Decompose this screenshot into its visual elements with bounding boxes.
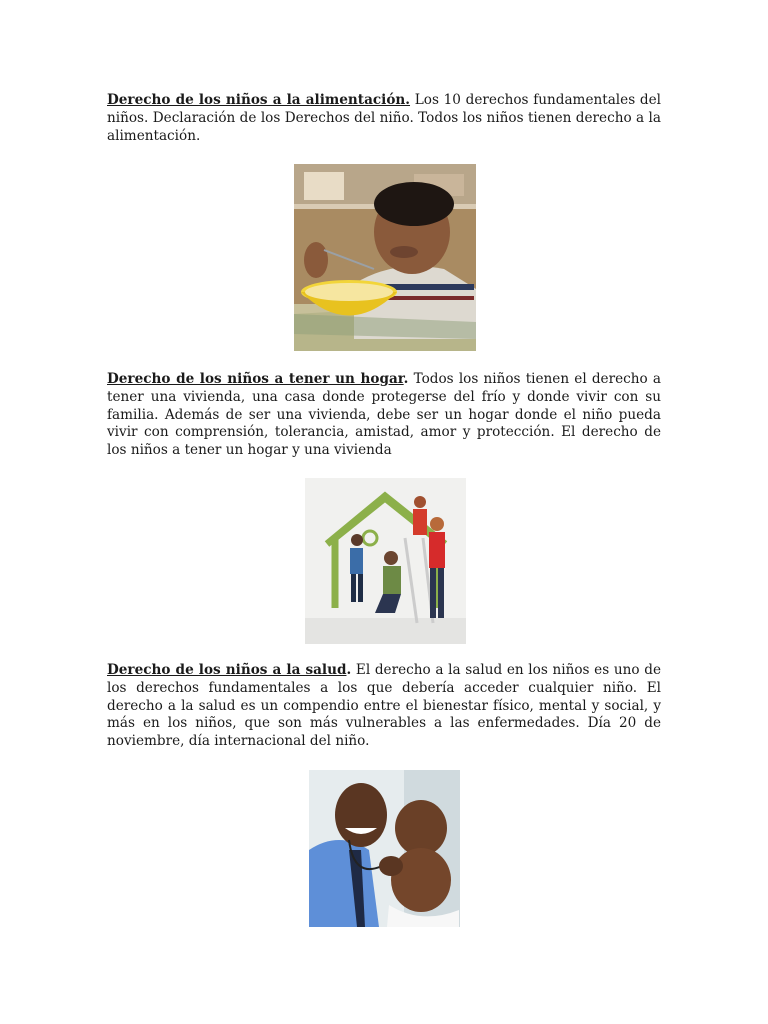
section-body: Los 10 derechos fundamentales del niños. Declaración de los Derechos del niño. Todos los niños tienen derecho a la alimentación.	[107, 92, 661, 144]
family-house-image	[305, 478, 466, 644]
section-body: Todos los niños tienen el derecho a tener una vivienda, una casa donde protegerse del frío y donde vivir con su familia. Además de ser una vivienda, debe ser un hogar donde el niño pueda vivir con comprensión, tolerancia, amistad, amor y protección. El derecho de los niños a tener un hogar y una vivienda	[107, 371, 661, 459]
section-body: El derecho a la salud en los niños es uno de los derechos fundamentales a los que debería acceder cualquier niño. El derecho a la salud es un compendio entre el bienestar físico, mental y social, y más en los niños, que son más vulnerables a las enfermedades. Día 20 de noviembre, día internacional del niño.	[107, 662, 661, 750]
section-salud-text	[107, 662, 661, 751]
section-alimentacion-text	[107, 92, 661, 145]
section-heading-punct: .	[403, 371, 409, 387]
section-heading: Derecho de los niños a tener un hogar	[107, 371, 404, 387]
section-hogar-text	[107, 371, 661, 460]
section-heading-punct: .	[346, 662, 352, 678]
boy-eating-image	[294, 164, 476, 351]
section-heading: Derecho de los niños a la alimentación.	[107, 92, 411, 108]
section-heading: Derecho de los niños a la salud	[107, 662, 347, 678]
doctor-baby-image	[309, 770, 460, 927]
